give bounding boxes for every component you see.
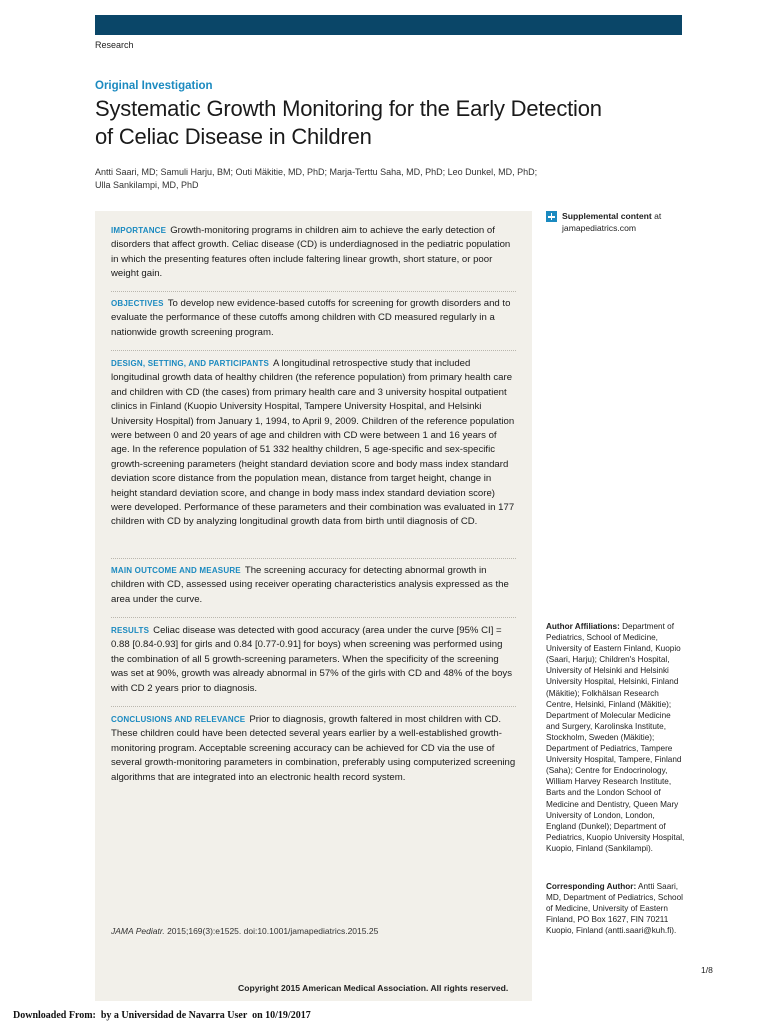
author-list <box>95 166 545 192</box>
supplemental-content-link[interactable] <box>546 210 686 234</box>
abstract-divider <box>111 350 516 351</box>
results-text: Celiac disease was detected with good accuracy (area under the curve [95% CI] = 0.88 [0.84-0.93] for girls and 0.84 [0.77-0.91] for boys) when screening was performed using the combination of all 5 growth-screening parameters. When the specificity of the screening was set at 90%, growth was already abnormal in 57% of the girls with CD and 48% of the boys with CD 2 years prior to diagnosis. <box>111 625 513 694</box>
abstract-divider <box>111 558 516 559</box>
title-line-2: of Celiac Disease in Children <box>95 124 372 149</box>
section-label: Research <box>95 40 134 50</box>
objectives-heading: OBJECTIVES <box>111 299 164 308</box>
authors-line-2: Ulla Sankilampi, MD, PhD <box>95 180 199 190</box>
corresponding-label: Corresponding Author: <box>546 882 637 891</box>
abstract-divider <box>111 617 516 618</box>
copyright-notice: Copyright 2015 American Medical Association. All rights reserved. <box>238 983 509 993</box>
affiliations-text: Department of Pediatrics, School of Medicine, University of Eastern Finland, Kuopio (Saari, Harju); Children's Hospital, University of Helsinki and Helsinki University Hospital, Helsinki, Finland (Mäkitie); Folkhälsan Research Centre, Helsinki, Finland (Mäkitie); Department of Molecular Medicine and Surgery, Karolinska Institute, Stockholm, Sweden (Mäkitie); Department of Pediatrics, Tampere University Hospital, Tampere, Finland (Saha); Centre for Endocrinology, William Harvey Research Institute, Barts and the London School of Medicine and Dentistry, Queen Mary University of London, London, England (Dunkel); Department of Pediatrics, Kuopio University Hospital, Kuopio, Finland (Sankilampi). <box>546 622 685 853</box>
abstract-main-outcome <box>111 564 516 607</box>
download-notice: Downloaded From: by a Universidad de Navarra User on 10/19/2017 <box>13 1010 311 1021</box>
article-title <box>95 95 655 151</box>
conclusions-text: Prior to diagnosis, growth faltered in most children with CD. These children could have been detected several years earlier by a well-established growth-monitoring program. Acceptable screening accuracy can be achieved for CD via the use of several growth-monitoring parameters in combination, preferably using computerized screening algorithms that are integrated into an electronic health record system. <box>111 714 516 783</box>
citation-journal: JAMA Pediatr. <box>111 926 165 936</box>
design-heading: DESIGN, SETTING, AND PARTICIPANTS <box>111 359 270 368</box>
corresponding-author <box>546 881 686 936</box>
page-number: 1/8 <box>701 965 713 975</box>
abstract-box <box>95 211 532 1001</box>
abstract-conclusions <box>111 713 516 785</box>
top-bar <box>95 15 682 35</box>
importance-heading: IMPORTANCE <box>111 226 167 235</box>
objectives-text: To develop new evidence-based cutoffs for screening for growth disorders and to evaluate the performance of these cutoffs among children with CD measured regularly in a nationwide growth screening program. <box>111 298 511 338</box>
conclusions-heading: CONCLUSIONS AND RELEVANCE <box>111 715 246 724</box>
results-heading: RESULTS <box>111 626 150 635</box>
citation <box>111 926 378 936</box>
corresponding-text: Antti Saari, MD, Department of Pediatrics, School of Medicine, University of Eastern Finland, PO Box 1627, FIN 70211 Kuopio, Finland (antti.saari@kuh.fi). <box>546 882 683 936</box>
main-outcome-heading: MAIN OUTCOME AND MEASURE <box>111 566 241 575</box>
author-affiliations <box>546 621 686 854</box>
importance-text: Growth-monitoring programs in children aim to achieve the early detection of disorders that affect growth. Celiac disease (CD) is underdiagnosed in the pediatric population in which the presenting features often include faltering linear growth, short stature, or poor weight gain. <box>111 225 511 280</box>
affiliations-label: Author Affiliations: <box>546 622 620 631</box>
main-outcome-text: The screening accuracy for detecting abnormal growth in children with CD, assessed using receiver operating characteristics analysis expressed as the area under the curve. <box>111 565 509 605</box>
article-type: Original Investigation <box>95 80 213 92</box>
abstract-objectives <box>111 297 516 340</box>
abstract-divider <box>111 291 516 292</box>
citation-details: 2015;169(3):e1525. doi:10.1001/jamapediatrics.2015.25 <box>164 926 379 936</box>
abstract-results <box>111 624 516 696</box>
title-line-1: Systematic Growth Monitoring for the Early Detection <box>95 96 602 121</box>
abstract-importance <box>111 224 516 282</box>
design-text: A longitudinal retrospective study that included longitudinal growth data of healthy children (the reference population) from primary health care and children with CD (the cases) from primary health care and 3 university hospital outpatient clinics in Finland (Kuopio University Hospital, Tampere University Hospital, and Helsinki University Hospital) from January 1, 1994, to April 9, 2009. Children of the reference population were between 0 and 20 years of age and children with CD were between 1 and 16 years of age. In the reference population of 51 332 healthy children, 5 age-specific and sex-specific growth-screening parameters (height standard deviation score and body mass index standard deviation score distance from the population mean, distance from target height, change in height standard deviation score, and change in body mass index standard deviation score) were developed. Performance of these parameters and their combination was evaluated in 177 children with CD by analyzing longitudinal growth data from birth until diagnosis of CD. <box>111 358 515 528</box>
abstract-divider <box>111 706 516 707</box>
supplemental-label: Supplemental content <box>562 211 652 221</box>
supplemental-url[interactable]: at jamapediatrics.com <box>562 211 662 233</box>
plus-icon <box>546 211 557 222</box>
authors-line-1: Antti Saari, MD; Samuli Harju, BM; Outi Mäkitie, MD, PhD; Marja-Terttu Saha, MD, PhD; Leo Dunkel, MD, PhD; <box>95 167 538 177</box>
abstract-design <box>111 357 516 530</box>
